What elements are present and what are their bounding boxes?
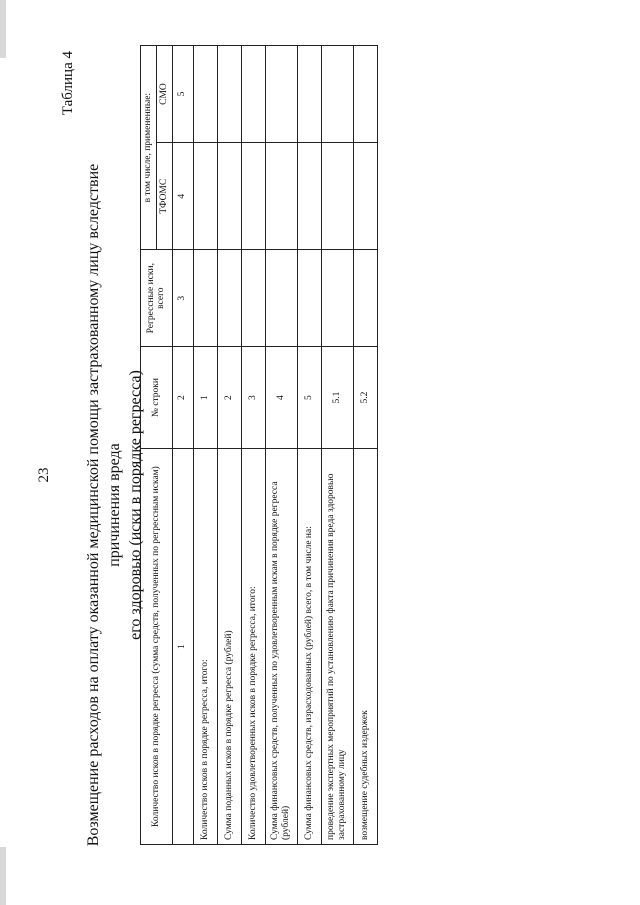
cell-smo (265, 46, 297, 143)
cell-total (193, 250, 217, 347)
cell-tfoms (321, 143, 353, 250)
row-name: Сумма финансовых средств, полученных по удовлетворенным искам в порядке регресса (рублей) (265, 449, 297, 845)
column-number: 3 (172, 250, 193, 347)
page-number: 23 (36, 467, 52, 483)
row-line-number: 4 (265, 347, 297, 449)
header-total: Регрессные иски, всего (141, 250, 173, 347)
row-line-number: 2 (217, 347, 241, 449)
table-row (353, 46, 377, 845)
document-title (84, 145, 146, 865)
row-line-number: 3 (241, 347, 265, 449)
table-row (297, 46, 321, 845)
cell-smo (297, 46, 321, 143)
cell-smo (217, 46, 241, 143)
header-including: в том числе, примененные: (141, 46, 157, 250)
table-row (321, 46, 353, 845)
column-number: 2 (172, 347, 193, 449)
cell-smo (241, 46, 265, 143)
column-number: 1 (172, 449, 193, 845)
cell-tfoms (297, 143, 321, 250)
cell-total (321, 250, 353, 347)
header-line-number: № строки (141, 347, 173, 449)
table-row (193, 46, 217, 845)
row-name: возмещение судебных издержек (353, 449, 377, 845)
column-number-row (172, 46, 193, 845)
row-line-number: 5.1 (321, 347, 353, 449)
cell-total (297, 250, 321, 347)
row-name: Количество удовлетворенных исков в порядке регресса, итого: (241, 449, 265, 845)
row-line-number: 5 (297, 347, 321, 449)
row-line-number: 5.2 (353, 347, 377, 449)
title-line-2: его здоровью (иски в порядке регресса) (126, 370, 144, 640)
cell-smo (193, 46, 217, 143)
cell-tfoms (193, 143, 217, 250)
cell-total (265, 250, 297, 347)
title-line-1: Возмещение расходов на оплату оказанной медицинской помощи застрахованному лицу вследствие причинения вреда (85, 163, 123, 847)
cell-tfoms (353, 143, 377, 250)
row-name: проведение экспертных мероприятий по установлению факта причинения вреда здоровью застрахованному лицу (321, 449, 353, 845)
table-header-row (141, 46, 157, 845)
column-number: 5 (172, 46, 193, 143)
header-tfoms: ТФОМС (156, 143, 172, 250)
cell-tfoms (265, 143, 297, 250)
regress-claims-table (140, 45, 378, 845)
table-row (265, 46, 297, 845)
column-number: 4 (172, 143, 193, 250)
table-row (241, 46, 265, 845)
row-name: Сумма поданных исков в порядке регресса (рублей) (217, 449, 241, 845)
table-row (217, 46, 241, 845)
row-name: Сумма финансовых средств, израсходованных (рублей) всего, в том числе на: (297, 449, 321, 845)
cell-tfoms (217, 143, 241, 250)
rotated-page (0, 45, 640, 905)
cell-total (241, 250, 265, 347)
header-name: Количество исков в порядке регресса (сумма средств, полученных по регрессным искам) (141, 449, 173, 845)
header-smo: СМО (156, 46, 172, 143)
cell-smo (353, 46, 377, 143)
row-line-number: 1 (193, 347, 217, 449)
cell-total (217, 250, 241, 347)
cell-smo (321, 46, 353, 143)
cell-total (353, 250, 377, 347)
table-label: Таблица 4 (60, 51, 76, 116)
row-name: Количество исков в порядке регресса, итого: (193, 449, 217, 845)
cell-tfoms (241, 143, 265, 250)
